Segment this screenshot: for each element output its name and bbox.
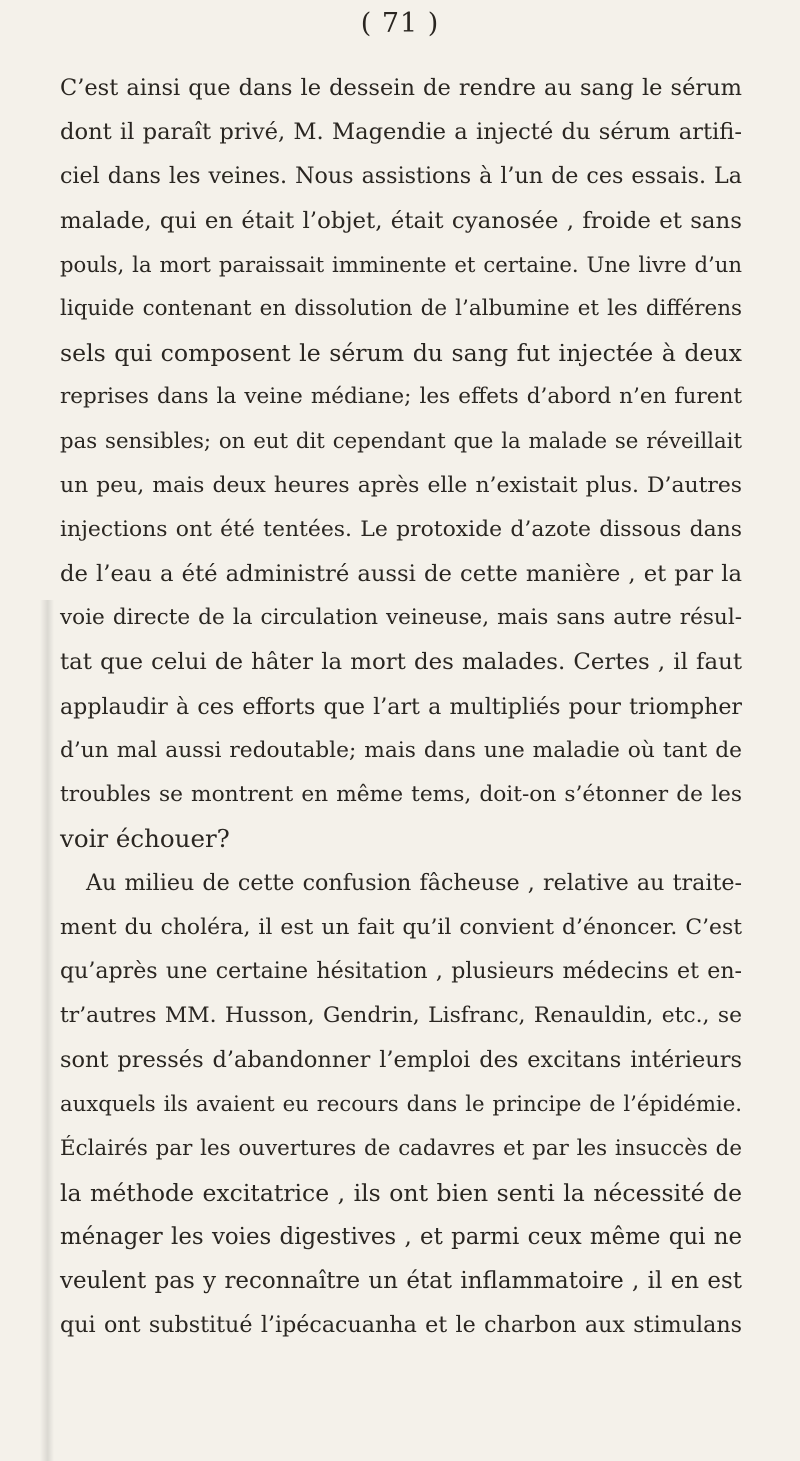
page-number: ( 71 ) <box>360 8 440 39</box>
text-line: d’un mal aussi redoutable; mais dans une maladie où tant de <box>60 737 742 763</box>
text-line: reprises dans la veine médiane; les effets d’abord n’en furent <box>60 384 742 410</box>
text-line: dont il paraît privé, M. Magendie a injecté du sérum artifi- <box>60 119 742 146</box>
text-line: voir échouer? <box>60 824 230 854</box>
text-line: sels qui composent le sérum du sang fut injectée à deux <box>60 339 742 368</box>
text-line: sont pressés d’abandonner l’emploi des excitans intérieurs <box>60 1047 742 1074</box>
text-line: Éclairés par les ouvertures de cadavres et par les insuccès de <box>60 1135 742 1161</box>
paragraph-2 <box>60 861 742 1347</box>
text-line: veulent pas y reconnaître un état inflammatoire , il en est <box>60 1268 742 1295</box>
text-line: pas sensibles; on eut dit cependant que la malade se réveillait <box>60 428 742 454</box>
text-line: tr’autres MM. Husson, Gendrin, Lisfranc, Renauldin, etc., se <box>60 1002 742 1028</box>
text-line: ciel dans les veines. Nous assistions à l’un de ces essais. La <box>60 163 742 190</box>
text-line: pouls, la mort paraissait imminente et certaine. Une livre d’un <box>60 251 742 277</box>
text-line: injections ont été tentées. Le protoxide d’azote dissous dans <box>60 516 742 542</box>
text-line: auxquels ils avaient eu recours dans le principe de l’épidémie. <box>60 1091 742 1117</box>
text-line: ment du choléra, il est un fait qu’il convient d’énoncer. C’est <box>60 914 742 940</box>
text-line: qui ont substitué l’ipécacuanha et le charbon aux stimulans <box>60 1312 742 1339</box>
text-line: Au milieu de cette confusion fâcheuse , relative au traite- <box>86 870 742 897</box>
text-line: de l’eau a été administré aussi de cette manière , et par la <box>60 561 742 588</box>
text-line: applaudir à ces efforts que l’art a multipliés pour triompher <box>60 693 742 720</box>
text-line: liquide contenant en dissolution de l’albumine et les différens <box>60 295 742 321</box>
text-line: la méthode excitatrice , ils ont bien senti la nécessité de <box>60 1178 742 1207</box>
text-line: C’est ainsi que dans le dessein de rendre au sang le sérum <box>60 75 742 101</box>
text-line: malade, qui en était l’objet, était cyanosée , froide et sans <box>60 207 742 234</box>
text-line: un peu, mais deux heures après elle n’existait plus. D’autres <box>60 472 742 498</box>
paragraph-1 <box>60 66 742 861</box>
text-line: tat que celui de hâter la mort des malades. Certes , il faut <box>60 649 742 676</box>
body-text <box>60 66 742 1347</box>
text-line: voie directe de la circulation veineuse, mais sans autre résul- <box>60 605 742 631</box>
text-line: troubles se montrent en même tems, doit-on s’étonner de les <box>60 782 742 807</box>
text-line: qu’après une certaine hésitation , plusieurs médecins et en- <box>60 958 742 984</box>
text-line: ménager les voies digestives , et parmi ceux même qui ne <box>60 1223 742 1250</box>
binding-shadow <box>40 600 54 1461</box>
